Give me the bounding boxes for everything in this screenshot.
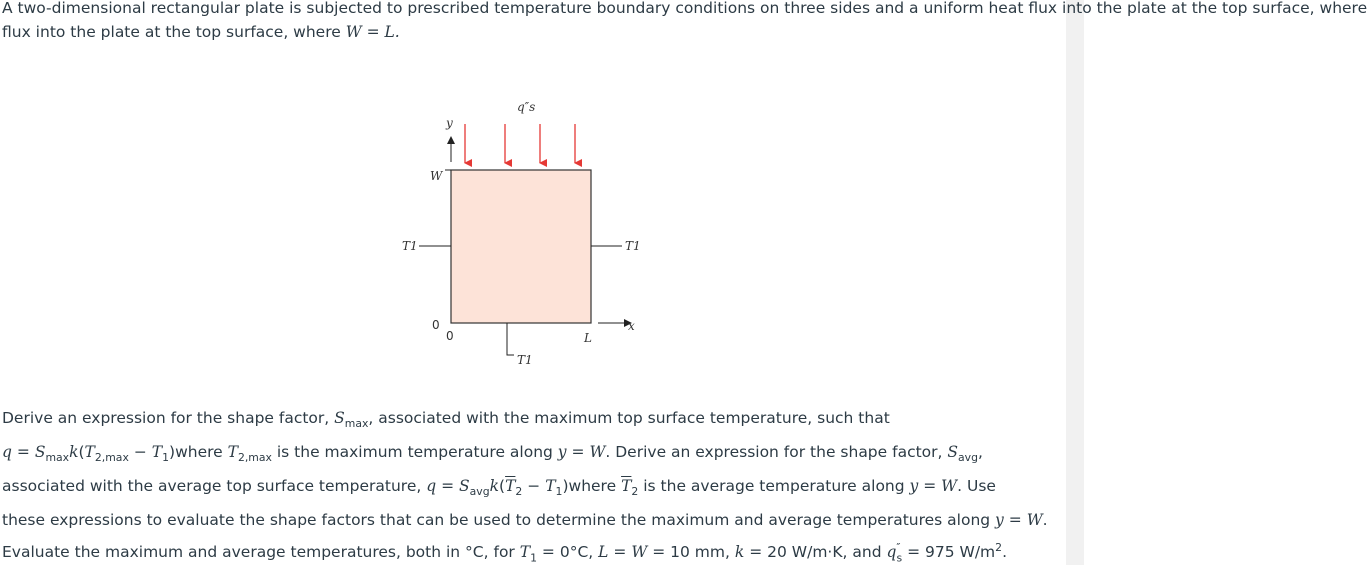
length-label: L (584, 331, 592, 345)
problem-intro: A two-dimensional rectangular plate is subjected to prescribed temperature boundary conditions on three sides and a uniform heat flux into the plate at the top surface, where flux into the plate at the top surface, where W = L. (2, 0, 1367, 41)
origin-label-y: 0 (432, 318, 440, 332)
given-value: 20 W/m·K, and (767, 543, 887, 562)
intro-text: A two-dimensional rectangular plate is subjected to prescribed temperature boundary conditions on three sides and a uniform heat flux into the plate at the top surface, where (2, 0, 1367, 17)
origin-label-x: 0 (446, 329, 454, 343)
given-value: 0°C, (559, 543, 599, 562)
plate (451, 170, 591, 323)
question-text: where (568, 477, 622, 496)
left-temp-label: T1 (402, 239, 418, 253)
right-temp-label: T1 (625, 239, 641, 253)
problem-question: Derive an expression for the shape factor, $S_{max}$, associated with the maximum top surface temperature, such that $q = S_{max}k(T_{2,max}$ − $T_1)where$ $T_{2,max}$ is the maximum temperature along y = W. Derive an expression for the shape factor, $S_{avg}$, associated with the average top surface temperature, $q = S_{avg}k(\overline{T}_2$ − $T_1)where$ $\overline{T}_2$ is the average temperature along y = W. Use these expressions to evaluate the shape factors that can be used to determine the maximum and average temperatures along y = W. Evaluate the maximum and average temperatures, both in °C, for $T_1 = 0^\circ C$, L = W = 10 mm, k = 20 W/m·K, and $q''_s = 975$ $W/m^2$. (2, 409, 1048, 565)
question-text: Derive an expression for the shape factor, (610, 443, 948, 462)
x-axis-label: x (628, 319, 635, 333)
question-text: is the average temperature along (638, 477, 910, 496)
given-value-exponent: 2 (995, 541, 1003, 555)
question-text: associated with the average top surface temperature, (2, 477, 427, 496)
width-label: W (430, 169, 443, 183)
question-text: . (1002, 543, 1008, 562)
question-text: where (175, 443, 228, 462)
question-text: is the maximum temperature along (271, 443, 558, 462)
y-axis-label: y (446, 116, 453, 130)
question-text: these expressions to evaluate the shape factors that can be used to determine the maximum and average temperatures along (2, 511, 996, 530)
bottom-boundary-leader (507, 323, 514, 355)
question-text: Derive an expression for the shape factor, (2, 409, 335, 427)
question-text: associated with the maximum top surface temperature, such that (373, 409, 890, 427)
heat-flux-label: q″s (517, 100, 536, 114)
bottom-temp-label: T1 (517, 353, 533, 367)
question-text: Evaluate the maximum and average temperatures, both in °C, for (2, 543, 520, 562)
question-text: Use (962, 477, 996, 496)
given-value: 10 mm, (670, 543, 735, 562)
intro-equation: W = L. (345, 22, 400, 41)
given-value: 975 W/m (925, 543, 996, 562)
